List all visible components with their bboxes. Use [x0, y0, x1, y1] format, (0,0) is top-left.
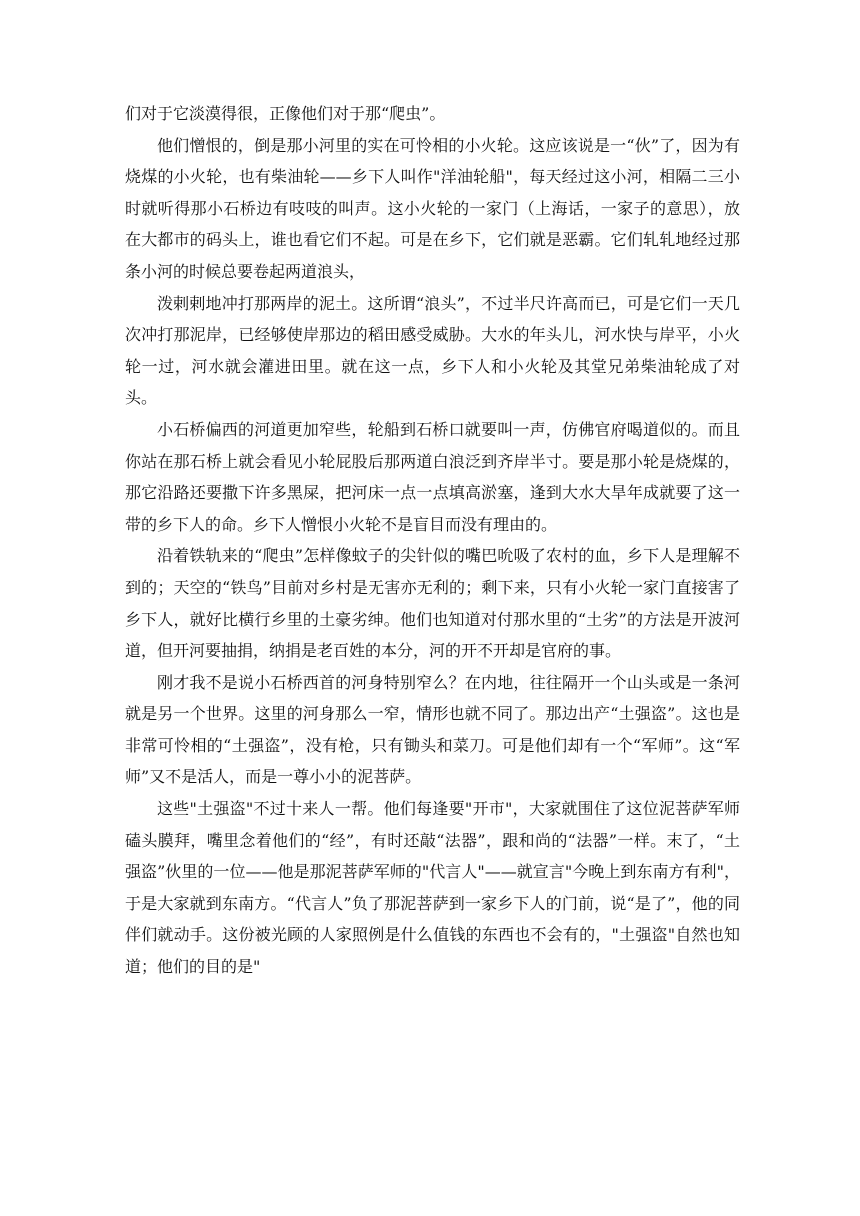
paragraph-6: 刚才我不是说小石桥西首的河身特别窄么？在内地，往往隔开一个山头或是一条河就是另一个世界。这里的河身那么一窄，情形也就不同了。那边出产“土强盗”。这也是非常可怜相的“土强盗”，没有枪，只有锄头和菜刀。可是他们却有一个“军师”。这“军师”又不是活人，而是一尊小小的泥菩萨。: [125, 672, 740, 787]
paragraph-2: 他们憎恨的，倒是那小河里的实在可怜相的小火轮。这应该说是一“伙”了，因为有烧煤的小火轮，也有柴油轮——乡下人叫作"洋油轮船"，每天经过这小河，相隔二三小时就听得那小石桥边有吱吱的叫声。这小火轮的一家门（上海话，一家子的意思），放在大都市的码头上，谁也看它们不起。可是在乡下，它们就是恶霸。它们轧轧地经过那条小河的时候总要卷起两道浪头，: [125, 135, 740, 281]
paragraph-5: 沿着铁轨来的“爬虫”怎样像蚊子的尖针似的嘴巴吮吸了农村的血，乡下人是理解不到的；天空的“铁鸟”目前对乡村是无害亦无利的；剩下来，只有小火轮一家门直接害了乡下人，就好比横行乡里的土豪劣绅。他们也知道对付那水里的“土劣”的方法是开波河道，但开河要抽捐，纳捐是老百姓的本分，河的开不开却是官府的事。: [125, 546, 740, 661]
paragraph-7: 这些"土强盗"不过十来人一帮。他们每逢要"开市"，大家就围住了这位泥菩萨军师磕头膜拜，嘴里念着他们的“经”，有时还敲“法器”，跟和尚的“法器”一样。末了，“土强盗”伙里的一位——他是那泥菩萨军师的"代言人"——就宣言"今晚上到东南方有利"，于是大家就到东南方。“代言人”负了那泥菩萨到一家乡下人的门前，说“是了”，他的同伴们就动手。这份被光顾的人家照例是什么值钱的东西也不会有的，"土强盗"自然也知道；他们的目的是": [125, 799, 740, 977]
paragraph-1: 们对于它淡漠得很，正像他们对于那“爬虫”。: [125, 104, 446, 123]
paragraph-3: 泼剌剌地冲打那两岸的泥土。这所谓“浪头”，不过半尺许高而已，可是它们一天几次冲打那泥岸，已经够使岸那边的稻田感受威胁。大水的年头儿，河水快与岸平，小火轮一过，河水就会灌进田里。就在这一点，乡下人和小火轮及其堂兄弟柴油轮成了对头。: [125, 293, 740, 408]
paragraph-4: 小石桥偏西的河道更加窄些，轮船到石桥口就要叫一声，仿佛官府喝道似的。而且你站在那石桥上就会看见小轮屁股后那两道白浪泛到齐岸半寸。要是那小轮是烧煤的，那它沿路还要撒下许多黑屎，把河床一点一点填高淤塞，逢到大水大旱年成就要了这一带的乡下人的命。乡下人憎恨小火轮不是盲目而没有理由的。: [125, 419, 740, 534]
document-page: [125, 98, 740, 983]
